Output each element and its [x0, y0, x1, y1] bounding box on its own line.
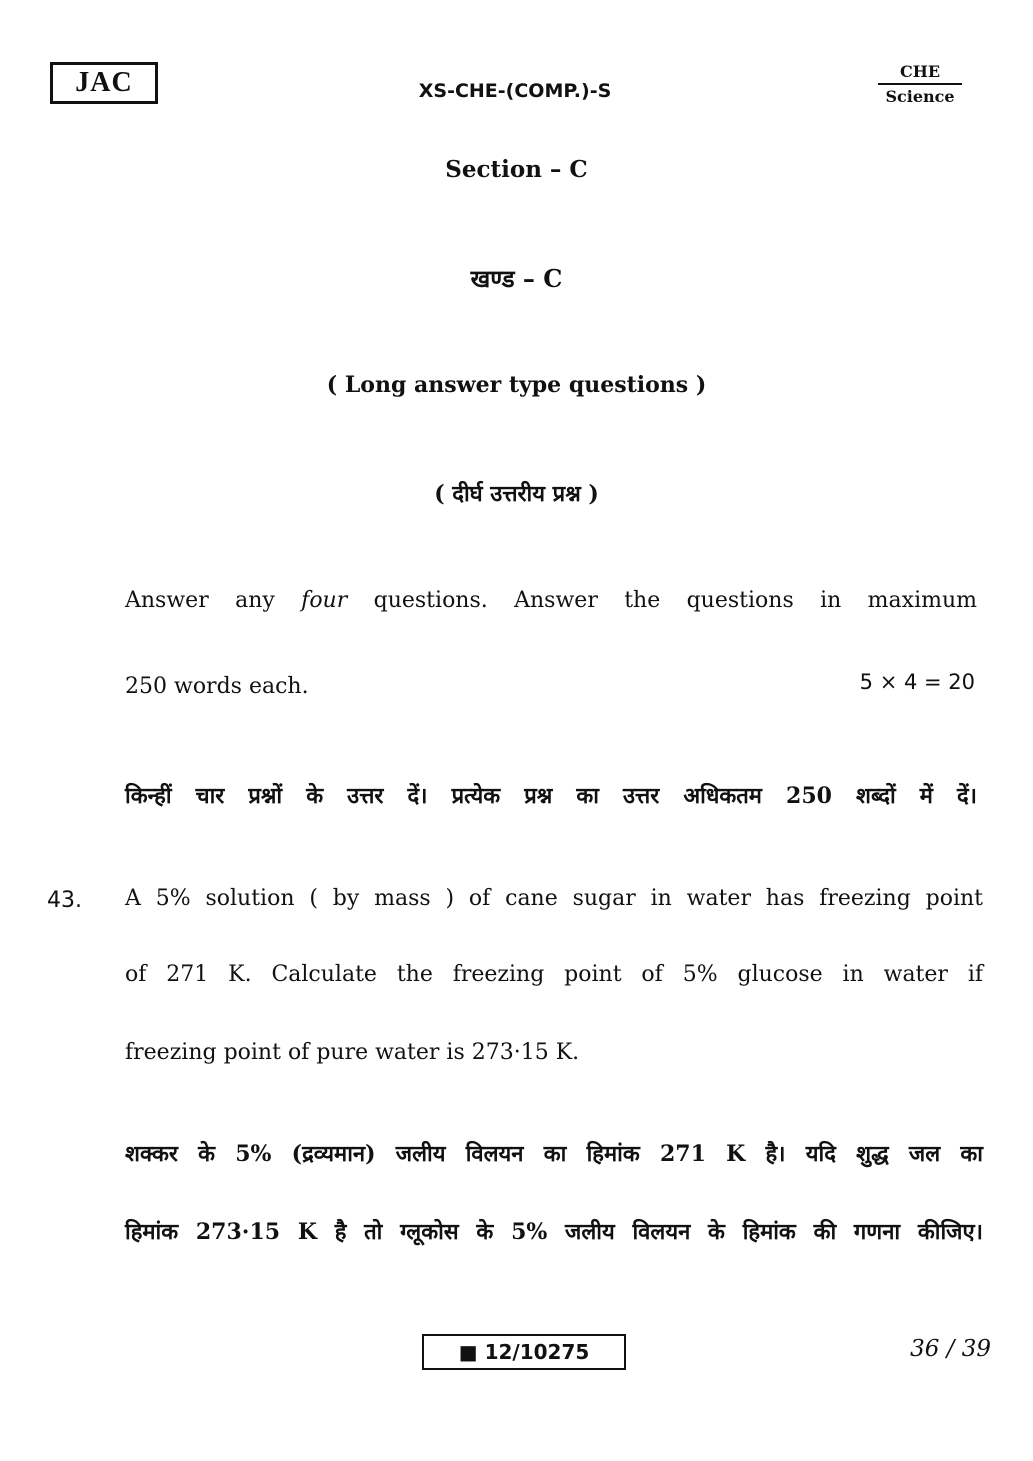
- question-type-hi: ( दीर्घ उत्तरीय प्रश्न ): [434, 481, 599, 507]
- subject-divider: [878, 83, 962, 85]
- booklet-code-box: ■ 12/10275: [422, 1334, 626, 1370]
- section-title-en: Section – C: [445, 156, 588, 183]
- section-title-hi: खण्ड – C: [470, 264, 563, 293]
- question-en-line-1: A 5% solution ( by mass ) of cane sugar in water has freezing point: [125, 886, 983, 911]
- paper-code: XS-CHE-(COMP.)-S: [418, 80, 612, 102]
- question-type-en: ( Long answer type questions ): [326, 372, 707, 398]
- question-hi-line-1: शक्कर के 5% (द्रव्यमान) जलीय विलयन का हिमांक 271 K है। यदि शुद्ध जल का: [125, 1141, 983, 1167]
- instruction-line-1: [125, 588, 977, 613]
- instruction-prefix: Answer any: [125, 588, 275, 613]
- page-number: 36 / 39: [910, 1336, 991, 1362]
- question-number: 43.: [47, 888, 82, 913]
- board-logo-box: JAC: [50, 62, 158, 104]
- marks-allocation: 5 × 4 = 20: [859, 670, 975, 694]
- subject-label: [870, 62, 970, 107]
- subject-name: Science: [885, 87, 955, 106]
- subject-code: CHE: [899, 62, 941, 81]
- instruction-line-2: 250 words each.: [125, 674, 309, 699]
- question-hi-line-2: हिमांक 273·15 K है तो ग्लूकोस के 5% जलीय विलयन के हिमांक की गणना कीजिए।: [125, 1219, 983, 1245]
- instruction-emphasis: four: [301, 588, 348, 613]
- question-en-line-3: freezing point of pure water is 273·15 K.: [125, 1040, 580, 1065]
- question-en-line-2: of 271 K. Calculate the freezing point of 5% glucose in water if: [125, 962, 983, 987]
- instruction-hindi: किन्हीं चार प्रश्नों के उत्तर दें। प्रत्येक प्रश्न का उत्तर अधिकतम 250 शब्दों में दें।: [125, 783, 977, 809]
- instruction-suffix: questions. Answer the questions in maximum: [373, 588, 977, 613]
